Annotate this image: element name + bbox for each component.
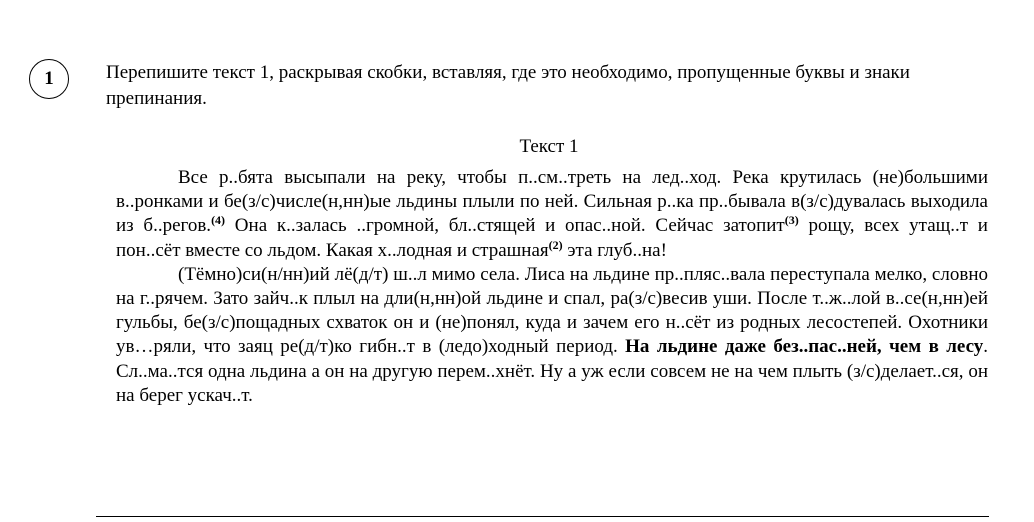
p1-sentence-group-4: эта глуб..на! xyxy=(562,239,667,261)
text-body xyxy=(116,166,988,408)
paragraph-2 xyxy=(116,263,988,408)
p1-sentence-group-1: Все р..бята высыпали на реку, чтобы п..см..треть на лед..ход. Река крутилась (не)большими в..ронками и бе(з/с)числе(н,нн)ые льдины плыли по ней. Сильная р..ка пр..бывала в(з/с)дувалась выходила из б..регов. xyxy=(116,167,988,237)
task-instruction: Перепишите текст 1, раскрывая скобки, вставляя, где это необходимо, пропущенные буквы и знаки препинания. xyxy=(106,62,910,109)
bold-sentence: На льдине даже без..пас..ней, чем в лесу xyxy=(625,336,984,358)
p2-sentence-group-1: (Тёмно)си(н/нн)ий лё(д/т) ш..л мимо села. Лиса на льдине пр..пляс..вала переступала мелко, словно на г..рячем. Зато зайч..к плыл на дли(н,нн)ой льдине и спал, ра(з/с)весив уши. После т..ж..лой в..се(н,нн)ей гульбы, бе(з/с)пощадных схваток он и (не)понял, куда и зачем его н..сёт из родных лесостепей. Охотники ув…ряли, что заяц ре(д/т)ко гибн..т в (ледо)ходный период. xyxy=(116,263,988,358)
p1-sentence-group-3: рощу, всех утащ..т и пон..сёт вместе со льдом. Какая х..лодная и страшная xyxy=(116,215,988,261)
task-number-badge xyxy=(29,59,69,99)
footnote-marker-2: (2) xyxy=(548,237,563,252)
p2-sentence-group-2: . Сл..ма..тся одна льдина а он на другую перем..хнёт. Ну а уж если совсем не на чем плыть (з/с)делает..ся, он на берег ускач..т. xyxy=(116,336,989,406)
task-number: 1 xyxy=(44,68,54,89)
p1-sentence-group-2: Она к..залась ..громной, бл..стящей и опас..ной. Сейчас затопит xyxy=(225,215,785,237)
text-title: Текст 1 xyxy=(519,136,579,157)
paragraph-1 xyxy=(116,166,988,263)
footnote-marker-4: (4) xyxy=(211,213,226,228)
bottom-divider xyxy=(96,516,989,517)
footnote-marker-3: (3) xyxy=(784,213,799,228)
